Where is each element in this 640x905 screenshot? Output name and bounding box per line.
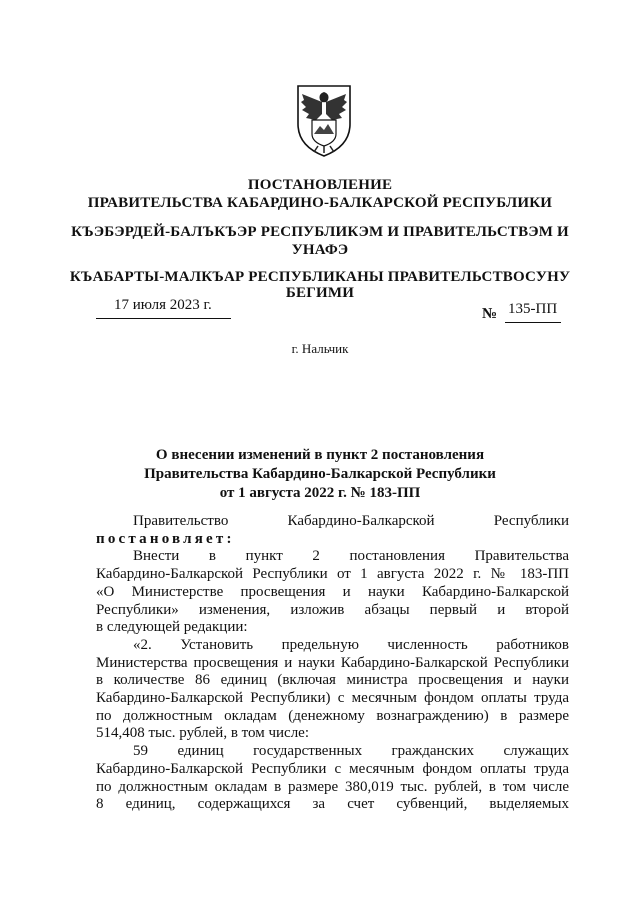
- issuer-balkar-line2: БЕГИМИ: [285, 285, 355, 301]
- body-line: «О Министерстве просвещения и науки Кабардино-Балкарской: [96, 583, 569, 600]
- body-line: Республики» изменения, изложив абзацы первый и второй: [96, 601, 569, 618]
- body-line: «2. Установить предельную численность работников: [133, 636, 569, 653]
- document-date: 17 июля 2023 г.: [114, 297, 212, 313]
- decree-keyword: постановляет:: [96, 530, 235, 547]
- number-underline: [505, 322, 561, 323]
- title-line-1: О внесении изменений в пункт 2 постановления: [155, 447, 485, 463]
- body-line: Министерства просвещения и науки Кабардино-Балкарской Республики: [96, 654, 569, 671]
- title-line-3: от 1 августа 2022 г. № 183-ПП: [219, 485, 421, 501]
- document-title: [0, 446, 640, 503]
- body-line: Внести в пункт 2 постановления Правительства: [133, 548, 569, 565]
- city: г. Нальчик: [291, 341, 349, 356]
- document-body: [96, 513, 569, 814]
- body-line: по должностным окладам в размере 380,019 тыс. рублей, в том числе: [96, 778, 569, 795]
- body-line: в следующей редакции:: [96, 619, 248, 636]
- issuer-russian: ПРАВИТЕЛЬСТВА КАБАРДИНО-БАЛКАРСКОЙ РЕСПУБЛИКИ: [87, 195, 553, 211]
- body-line: 514,408 тыс. рублей, в том числе:: [96, 725, 310, 742]
- body-line: Правительство Кабардино-Балкарской Республики: [133, 513, 569, 529]
- number-label: №: [482, 306, 498, 322]
- body-line: 8 единиц, содержащихся за счет субвенций, выделяемых: [96, 796, 569, 813]
- body-line: Кабардино-Балкарской Республики от 1 августа 2022 г. № 183-ПП: [96, 566, 569, 583]
- title-line-2: Правительства Кабардино-Балкарской Республики: [144, 466, 496, 482]
- coat-of-arms-emblem: [292, 80, 356, 160]
- doc-type-heading: ПОСТАНОВЛЕНИЕ: [247, 177, 393, 193]
- issuer-kabardian-line1: КЪЭБЭРДЕЙ-БАЛЪКЪЭР РЕСПУБЛИКЭМ И ПРАВИТЕЛЬСТВЭМ И: [71, 224, 569, 240]
- body-line: 59 единиц государственных гражданских служащих: [133, 743, 569, 760]
- body-line: по должностным окладам (денежному вознаграждению) в размере: [96, 707, 569, 724]
- issuer-kabardian-line2: УНАФЭ: [291, 242, 349, 258]
- body-line: Кабардино-Балкарской Республики) с месячным фондом оплаты труда: [96, 690, 569, 707]
- body-line: в количестве 86 единиц (включая министра просвещения и науки: [96, 672, 569, 689]
- document-number: 135-ПП: [508, 301, 558, 317]
- body-line: Кабардино-Балкарской Республики с месячным фондом оплаты труда: [96, 760, 569, 777]
- issuer-balkar-line1: КЪАБАРТЫ-МАЛКЪАР РЕСПУБЛИКАНЫ ПРАВИТЕЛЬСТВОСУНУ: [69, 269, 571, 285]
- date-underline: [96, 318, 231, 319]
